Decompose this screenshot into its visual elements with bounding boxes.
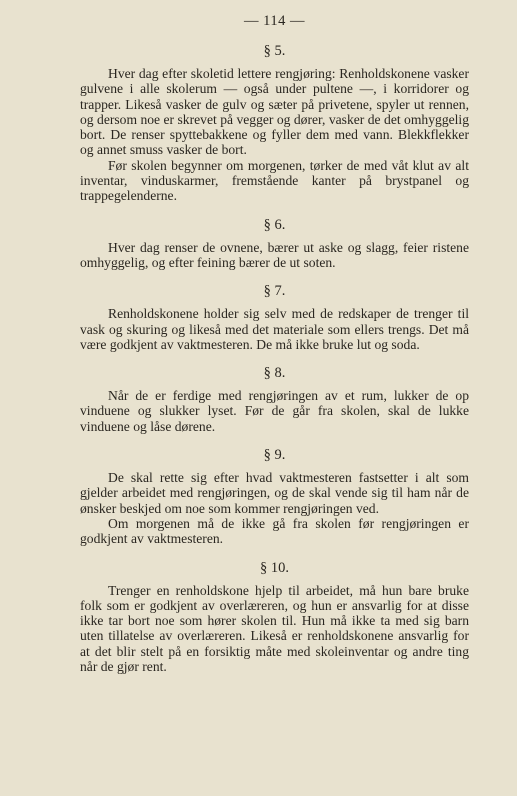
section-9 [80,446,469,546]
section-10 [80,559,469,675]
paragraph: Når de er ferdige med rengjøringen av et rum, lukker de op vinduene og slukker lyset. Før de går fra skolen, skal de lukke vinduene og låse dørene. [80,388,469,434]
paragraph: Før skolen begynner om morgenen, tørker de med våt klut av alt inventar, vinduskarmer, fremstående kanter på brystpanel og trappegelenderne. [80,157,469,204]
section-heading: § 10. [260,559,289,576]
paragraph: Trenger en renholdskone hjelp til arbeidet, må hun bare bruke folk som er godkjent av overlæreren, og hun er ansvarlig for at disse ikke tar bort noe som hører skolen til. Hun må ikke ta med sig barn uten tillatelse av overlæreren. Likeså er renholdskonene ansvarlig for at det blir stelt på en forsiktig måte med skoleinventar og andre ting når de gjør rent. [80,582,469,675]
section-6 [80,216,469,271]
section-heading: § 9. [263,447,286,464]
section-heading: § 7. [263,283,286,300]
section-heading: § 5. [263,43,286,59]
paragraph: Hver dag renser de ovnene, bærer ut aske og slagg, feier ristene omhyggelig, og efter feining bærer de ut soten. [80,239,469,270]
paragraph: De skal rette sig efter hvad vaktmesteren fastsetter i alt som gjelder arbeidet med rengjøringen, og de skal vende sig til ham når de ønsker beskjed om noe som kommer rengjøringen ved. [80,470,469,516]
section-5 [80,42,469,204]
page-number: — 114 — [244,13,305,29]
paragraph: Om morgenen må de ikke gå fra skolen før rengjøringen er godkjent av vaktmesteren. [80,515,469,547]
section-7 [80,282,469,352]
section-heading: § 6. [263,216,286,233]
paragraph: Renholdskonene holder sig selv med de redskaper de trenger til vask og skuring og likeså med det materiale som ellers trengs. Det må være godkjent av vaktmesteren. De må ikke bruke lut og soda. [80,306,469,352]
section-heading: § 8. [263,365,286,382]
section-8 [80,364,469,434]
paragraph: Hver dag efter skoletid lettere rengjøring: Renholdskonene vasker gulvene i alle skolerum — også under pultene —, i korridorer og trapper. Likeså vasker de gulv og sæter på privetene, spyler ut rennen, og dersom noe er skrevet på vegger og dører, vasker de det omhyggelig bort. De renser spyttebakkene og fyller dem med vann. Blekkflekker og annet smuss vasker de bort. [80,66,469,158]
